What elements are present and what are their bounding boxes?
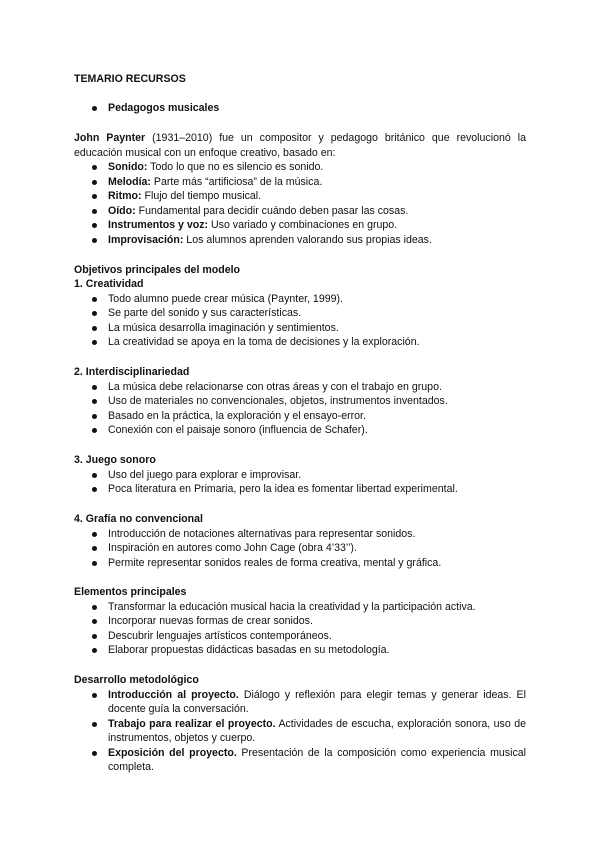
item-text: Uso variado y combinaciones en grupo.	[208, 219, 398, 231]
list-item	[74, 394, 526, 409]
list-item	[74, 717, 526, 746]
item-text: La creatividad se apoya en la toma de decisiones y la exploración.	[108, 336, 420, 348]
item-text: Todo lo que no es silencio es sonido.	[147, 161, 324, 173]
item-label: Melodía:	[108, 175, 151, 188]
bullet-icon	[92, 722, 97, 727]
list-item	[74, 321, 526, 336]
section-heading: 4. Grafía no convencional	[74, 513, 203, 525]
bullet-icon	[92, 297, 97, 302]
list-item	[74, 189, 526, 204]
bullet-icon	[92, 561, 97, 566]
bullet-icon	[92, 340, 97, 345]
item-text: La música desarrolla imaginación y sentimientos.	[108, 321, 339, 334]
list-item	[74, 204, 526, 219]
elementos-principales	[74, 585, 526, 658]
item-label: Exposición del proyecto.	[108, 746, 237, 759]
item-text: Transformar la educación musical hacia la creatividad y la participación activa.	[108, 600, 476, 613]
item-text: Descubrir lenguajes artísticos contemporáneos.	[108, 629, 332, 642]
list-item	[74, 541, 526, 556]
list-item	[74, 482, 526, 497]
item-text: Introducción de notaciones alternativas para representar sonidos.	[108, 527, 416, 540]
bullet-icon	[92, 385, 97, 390]
item-text: Actividades de escucha, exploración sonora, uso de instrumentos, objetos y cuerpo.	[108, 717, 526, 744]
list-item	[74, 160, 526, 175]
section-heading: 1. Creatividad	[74, 278, 144, 290]
item-text: Elaborar propuestas didácticas basadas en su metodología.	[108, 644, 390, 656]
item-text: Fundamental para decidir cuándo deben pasar las cosas.	[135, 204, 409, 217]
bullet-icon	[92, 106, 97, 111]
item-label: Sonido:	[108, 161, 148, 173]
list-item	[74, 292, 526, 307]
section-heading: Desarrollo metodológico	[74, 674, 199, 686]
bullet-icon	[92, 605, 97, 610]
list-item	[74, 175, 526, 190]
list-item	[74, 101, 526, 116]
item-text: Inspiración en autores como John Cage (obra 4’33’’).	[108, 542, 357, 554]
list-item	[74, 423, 526, 438]
section-label: Pedagogos musicales	[108, 102, 220, 114]
section-pedagogos	[74, 101, 526, 116]
item-label: Introducción al proyecto.	[108, 688, 239, 701]
item-text: Todo alumno puede crear música (Paynter, 1999).	[108, 292, 343, 305]
objetivo-creatividad	[74, 277, 526, 350]
bullet-icon	[92, 223, 97, 228]
intro-text: (1931–2010) fue un compositor y pedagogo británico que revolucionó la educación musical con un enfoque creativo, basado en:	[74, 132, 526, 159]
list-item	[74, 233, 526, 248]
bullet-icon	[92, 693, 97, 698]
bullet-icon	[92, 238, 97, 243]
desarrollo-metodologico	[74, 673, 526, 775]
list-item	[74, 614, 526, 629]
bullet-icon	[92, 473, 97, 478]
document-title: TEMARIO RECURSOS	[74, 73, 186, 85]
bullet-icon	[92, 209, 97, 214]
list-item	[74, 556, 526, 571]
objetivo-juego-sonoro	[74, 453, 526, 497]
item-label: Oído:	[108, 204, 136, 217]
bullet-icon	[92, 751, 97, 756]
bullet-icon	[92, 546, 97, 551]
list-item	[74, 306, 526, 321]
item-text: Conexión con el paisaje sonoro (influencia de Schafer).	[108, 424, 368, 436]
item-text: Uso del juego para explorar e improvisar.	[108, 468, 302, 481]
intro-paragraph	[74, 131, 526, 160]
list-item	[74, 746, 526, 775]
section-heading: 3. Juego sonoro	[74, 454, 156, 466]
author-name: John Paynter	[74, 132, 146, 144]
elements-list	[74, 160, 526, 247]
objetivos-heading: Objetivos principales del modelo	[74, 264, 241, 276]
item-text: Poca literatura en Primaria, pero la idea es fomentar libertad experimental.	[108, 483, 458, 495]
item-text: Se parte del sonido y sus características.	[108, 307, 302, 319]
bullet-icon	[92, 428, 97, 433]
item-label: Improvisación:	[108, 233, 184, 246]
section-heading: Elementos principales	[74, 586, 187, 598]
item-text: Uso de materiales no convencionales, objetos, instrumentos inventados.	[108, 395, 448, 407]
bullet-icon	[92, 619, 97, 624]
bullet-icon	[92, 311, 97, 316]
bullet-icon	[92, 648, 97, 653]
item-label: Instrumentos y voz:	[108, 219, 209, 231]
bullet-icon	[92, 532, 97, 537]
list-item	[74, 600, 526, 615]
list-item	[74, 468, 526, 483]
bullet-icon	[92, 180, 97, 185]
list-item	[74, 335, 526, 350]
list-item	[74, 409, 526, 424]
list-item	[74, 688, 526, 717]
item-text: Flujo del tiempo musical.	[141, 190, 262, 202]
bullet-icon	[92, 399, 97, 404]
list-item	[74, 629, 526, 644]
bullet-icon	[92, 634, 97, 639]
item-text: Diálogo y reflexión para elegir temas y generar ideas. El docente guía la conversación.	[108, 688, 526, 715]
item-text: Basado en la práctica, la exploración y el ensayo-error.	[108, 409, 366, 422]
list-item	[74, 218, 526, 233]
item-label: Trabajo para realizar el proyecto.	[108, 717, 276, 730]
list-item	[74, 380, 526, 395]
item-text: Incorporar nuevas formas de crear sonidos.	[108, 615, 313, 627]
item-text: Presentación de la composición como experiencia musical completa.	[108, 746, 526, 773]
objetivo-interdisciplinariedad	[74, 365, 526, 438]
item-text: La música debe relacionarse con otras áreas y con el trabajo en grupo.	[108, 380, 442, 393]
list-item	[74, 643, 526, 658]
bullet-icon	[92, 165, 97, 170]
item-text: Permite representar sonidos reales de forma creativa, mental y gráfica.	[108, 556, 442, 569]
bullet-icon	[92, 326, 97, 331]
item-label: Ritmo:	[108, 190, 142, 202]
objetivo-grafia	[74, 512, 526, 570]
section-heading: 2. Interdisciplinariedad	[74, 366, 190, 378]
item-text: Los alumnos aprenden valorando sus propias ideas.	[183, 233, 432, 246]
list-item	[74, 527, 526, 542]
bullet-icon	[92, 194, 97, 199]
item-text: Parte más “artificiosa” de la música.	[150, 175, 323, 188]
bullet-icon	[92, 414, 97, 419]
bullet-icon	[92, 487, 97, 492]
